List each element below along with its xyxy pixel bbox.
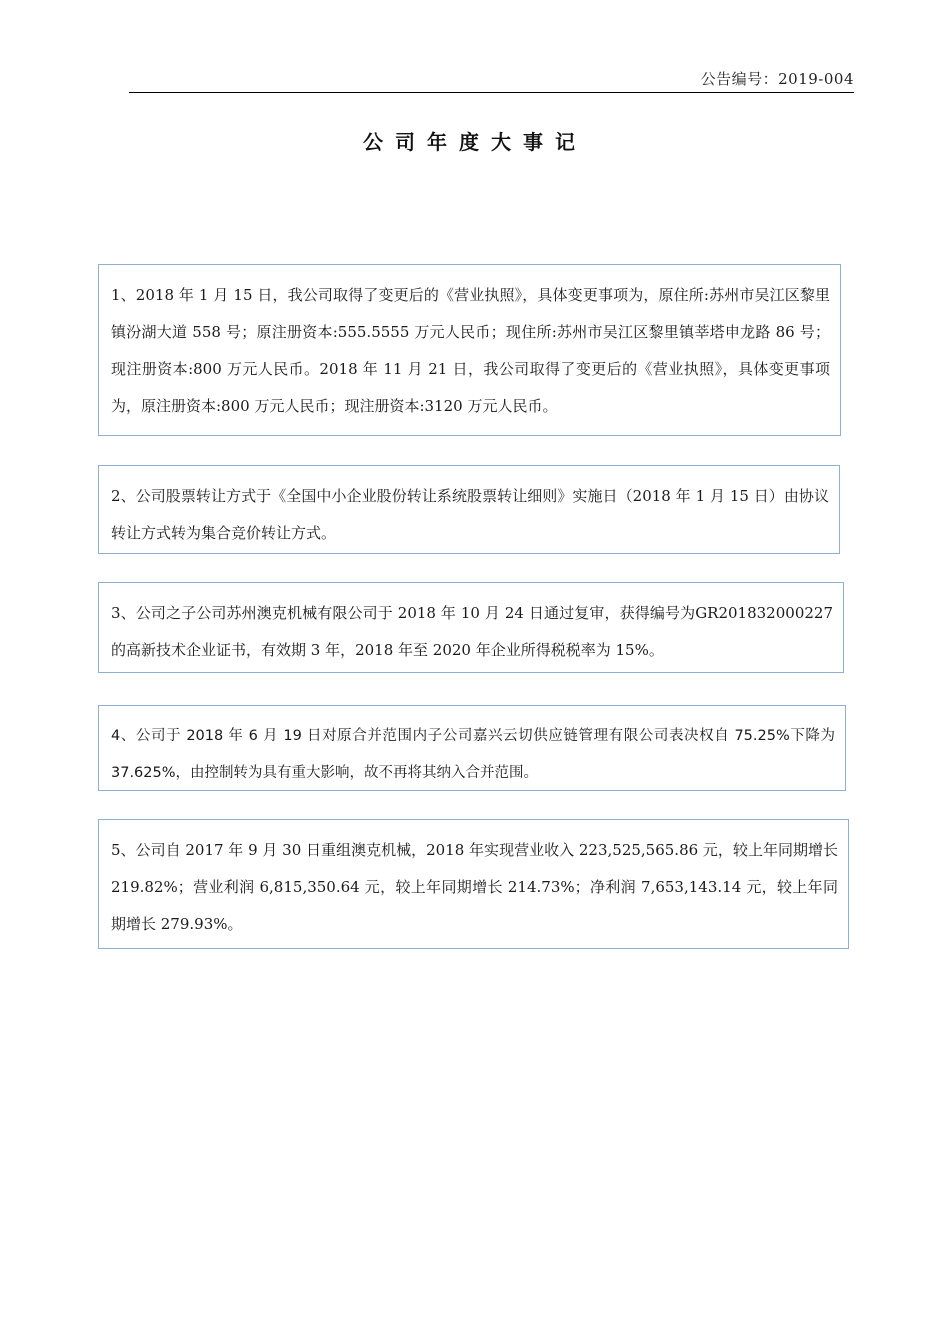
event-box-3	[98, 582, 844, 673]
header-divider	[129, 92, 854, 93]
event-text-2: 2、公司股票转让方式于《全国中小企业股份转让系统股票转让细则》实施日（2018 年 1 月 15 日）由协议转让方式转为集合竞价转让方式。	[111, 487, 829, 542]
event-box-1	[98, 264, 841, 436]
event-box-4	[98, 705, 846, 791]
page-title: 公司年度大事记	[363, 130, 587, 154]
event-text-5: 5、公司自 2017 年 9 月 30 日重组澳克机械，2018 年实现营业收入 223,525,565.86 元，较上年同期增长 219.82%；营业利润 6,815,350.64 元，较上年同期增长 214.73%；净利润 7,653,143.14 元，较上年同期增长 279.93%。	[111, 841, 838, 933]
event-text-1: 1、2018 年 1 月 15 日，我公司取得了变更后的《营业执照》，具体变更事项为，原住所:苏州市吴江区黎里镇汾湖大道 558 号；原注册资本:555.5555 万元人民币；现住所:苏州市吴江区黎里镇莘塔申龙路 86 号；现注册资本:800 万元人民币。2018 年 11 月 21 日，我公司取得了变更后的《营业执照》，具体变更事项为，原注册资本:800 万元人民币；现注册资本:3120 万元人民币。	[111, 286, 830, 415]
announcement-number: 公告编号：2019-004	[700, 70, 854, 88]
event-text-3: 3、公司之子公司苏州澳克机械有限公司于 2018 年 10 月 24 日通过复审，获得编号为GR201832000227 的高新技术企业证书，有效期 3 年，2018 年至 2020 年企业所得税税率为 15%。	[111, 604, 833, 659]
event-text-4: 4、公司于 2018 年 6 月 19 日对原合并范围内子公司嘉兴云切供应链管理有限公司表决权自 75.25%下降为 37.625%，由控制转为具有重大影响，故不再将其纳入合并范围。	[111, 728, 835, 781]
event-box-2	[98, 465, 840, 554]
event-box-5	[98, 819, 849, 949]
